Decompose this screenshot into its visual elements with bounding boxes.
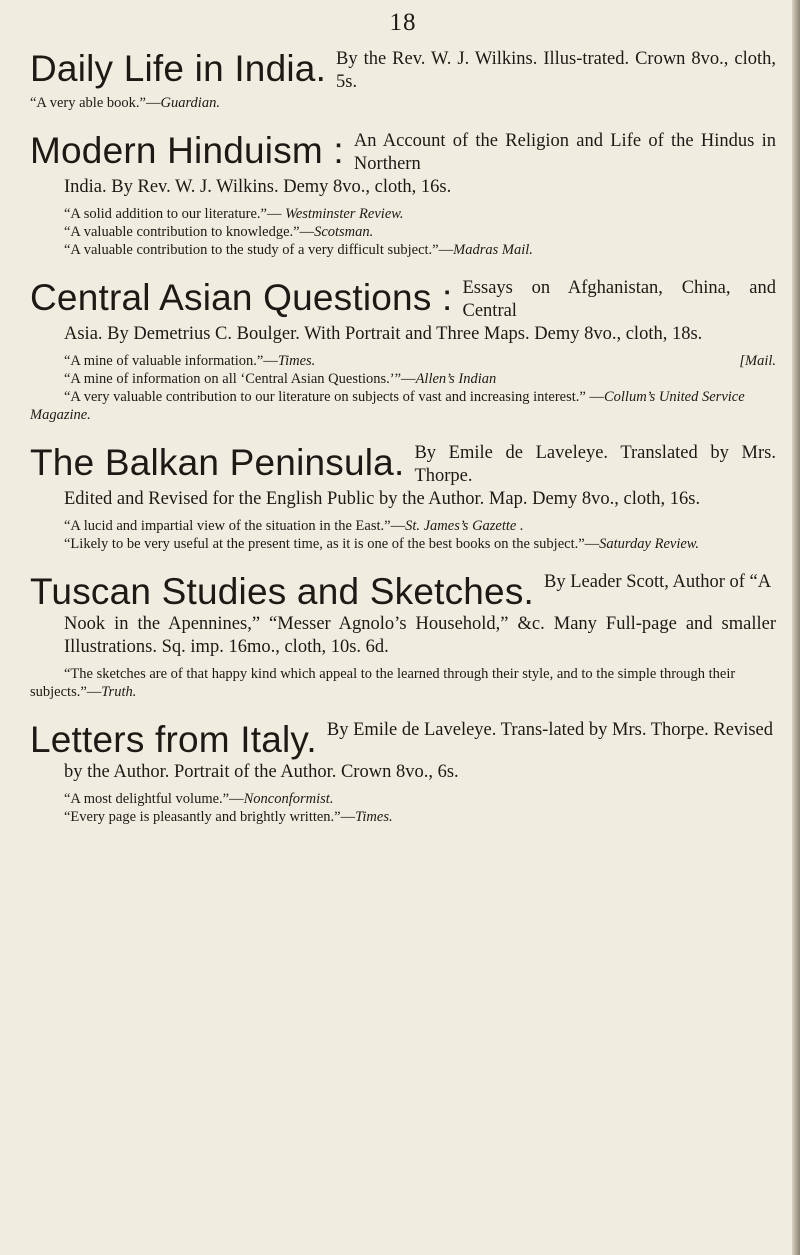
book-title: The Balkan Peninsula. — [30, 442, 405, 483]
review-quote: “A solid addition to our literature.”— Westminster Review. — [64, 206, 404, 222]
review-source: Times. — [277, 353, 316, 369]
review-quotes — [30, 94, 776, 112]
review-quote: “A very able book.”—Guardian. — [30, 95, 220, 111]
book-entry-modern-hinduism — [30, 130, 776, 259]
book-entry-tuscan-studies — [30, 571, 776, 701]
book-description: Asia. By Demetrius C. Boulger. With Portrait and Three Maps. Demy 8vo., cloth, 18s. — [64, 324, 703, 344]
review-source: Saturday Review. — [599, 536, 700, 552]
book-title: Tuscan Studies and Sketches. — [30, 571, 535, 612]
review-quote: “Every page is pleasantly and brightly written.”—Times. — [64, 809, 393, 825]
book-description: by the Author. Portrait of the Author. Crown 8vo., 6s. — [64, 762, 459, 782]
review-quote: “A most delightful volume.”—Nonconformist. — [64, 791, 334, 807]
review-quote: [Mail. “A mine of valuable information.”—Times. — [64, 353, 776, 369]
review-quote: “A mine of information on all ‘Central Asian Questions.’”—Allen’s Indian — [64, 371, 497, 387]
book-description: By the Rev. W. J. Wilkins. Illus-trated. Crown 8vo., cloth, 5s. — [336, 49, 776, 92]
review-quotes — [30, 665, 776, 701]
review-source: Madras Mail. — [453, 242, 533, 258]
book-description: India. By Rev. W. J. Wilkins. Demy 8vo., cloth, 16s. — [64, 177, 452, 197]
book-title: Letters from Italy. — [30, 719, 317, 760]
review-source: Guardian. — [160, 95, 220, 111]
review-source: St. James’s Gazette . — [405, 518, 524, 534]
book-entry-central-asian-questions — [30, 277, 776, 424]
review-source: Scotsman. — [314, 224, 374, 240]
review-source: Allen’s Indian — [415, 371, 497, 387]
book-description: Nook in the Apennines,” “Messer Agnolo’s Household,” &c. Many Full-page and smaller Illustrations. Sq. imp. 16mo., cloth, 10s. 6d. — [64, 614, 776, 657]
entry-heading — [30, 719, 776, 761]
book-author: By Leader Scott, Author of “A — [544, 572, 772, 592]
book-entry-balkan-peninsula — [30, 442, 776, 553]
review-quote: “A valuable contribution to the study of a very difficult subject.”—Madras Mail. — [64, 242, 533, 258]
review-quote: “A valuable contribution to knowledge.”—Scotsman. — [64, 224, 374, 240]
book-author: By Emile de Laveleye. Translated by Mrs. Thorpe. — [414, 443, 776, 486]
book-title: Central Asian Questions : — [30, 277, 453, 318]
book-title: Modern Hinduism : — [30, 130, 344, 171]
review-quote: “A lucid and impartial view of the situation in the East.”—St. James’s Gazette . — [64, 518, 524, 534]
review-quotes — [30, 790, 776, 826]
review-quotes — [30, 205, 776, 259]
review-source-continued: [Mail. — [739, 353, 776, 369]
review-quote: “A very valuable contribution to our literature on subjects of vast and increasing interest.” —Collum’s United Service Magazine. — [30, 389, 745, 423]
book-entry-daily-life-in-india — [30, 48, 776, 112]
review-quote: “Likely to be very useful at the present time, as it is one of the best books on the subject.”—Saturday Review. — [64, 536, 700, 552]
page-number: 18 — [389, 9, 417, 36]
entry-heading — [30, 442, 776, 488]
review-quotes — [30, 352, 776, 424]
entry-heading — [30, 571, 776, 613]
entry-heading — [30, 277, 776, 323]
review-source: Times. — [355, 809, 393, 825]
review-source: Collum’s United Service Magazine. — [30, 389, 745, 423]
book-description: Edited and Revised for the English Public by the Author. Map. Demy 8vo., cloth, 16s. — [64, 489, 701, 509]
book-subtitle: An Account of the Religion and Life of the Hindus in Northern — [353, 131, 776, 174]
book-entry-letters-from-italy — [30, 719, 776, 826]
review-source: Westminster Review. — [285, 206, 404, 222]
entry-heading — [30, 130, 776, 176]
book-title: Daily Life in India. — [30, 48, 327, 89]
page-edge-shadow — [792, 0, 800, 1255]
review-quotes — [30, 517, 776, 553]
book-subtitle: Essays on Afghanistan, China, and Central — [462, 278, 776, 321]
book-author: By Emile de Laveleye. Trans-lated by Mrs. Thorpe. Revised — [326, 720, 774, 740]
entry-heading — [30, 48, 776, 94]
review-quote: “The sketches are of that happy kind which appeal to the learned through their style, and to the simple through their subjects.”—Truth. — [30, 666, 736, 700]
review-source: Nonconformist. — [243, 791, 334, 807]
review-source: Truth. — [101, 684, 137, 700]
